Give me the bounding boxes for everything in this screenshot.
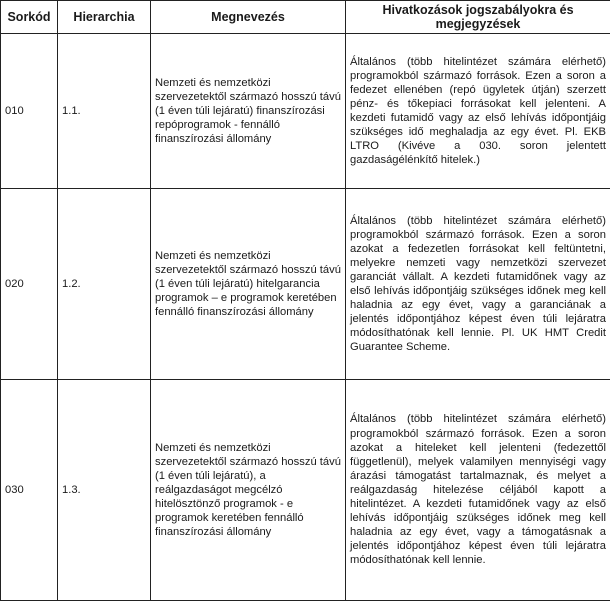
row-name: Nemzeti és nemzetközi szervezetektől származó hosszú távú (1 éven túli lejáratú) hitelgarancia programok – e programok keretében fennálló finanszírozási állomány <box>151 189 346 380</box>
row-note: Általános (több hitelintézet számára elérhető) programokból származó források. Ezen a soron azokat a hiteleket kell jelenteni (fedezettől függetlenül), melyek valamilyen mennyiségi vagy árazási támogatást tartalmaznak, és melyet a reálgazdaság hitelezése céljából kapott a hitelintézet. A kezdeti futamidőnek vagy az első lehívás időpontjáig szükséges időnek meg kell haladnia az egy évet, vagy a támogatásnak a jelentés időpontjához képest éven túli lejáratra módosíthatónak kell lennie. <box>346 380 610 601</box>
row-name: Nemzeti és nemzetközi szervezetektől származó hosszú távú (1 éven túli lejáratú), a reálgazdaságot megcélzó hitelösztönző programok - e programok keretében fennálló finanszírozási állomány <box>151 380 346 601</box>
header-hierarchy: Hierarchia <box>58 1 151 34</box>
row-code: 030 <box>1 380 58 601</box>
table-row <box>1 380 610 601</box>
row-hierarchy: 1.1. <box>58 34 151 189</box>
row-hierarchy: 1.2. <box>58 189 151 380</box>
table-header-row <box>1 1 610 34</box>
row-note: Általános (több hitelintézet számára elérhető) programokból származó források. Ezen a soron a fedezet ellenében (repó ügyletek útján) szerzett pénz- és tőkepiaci forrásokat kell jelenteni. A kezdeti futamidő vagy az első lehívás időpontjáig szükséges idő meghaladja az egy évet. Pl. EKB LTRO (Kivéve a 030. soron jelentett gazdaságélénkítő hitelek.) <box>346 34 610 189</box>
row-code: 020 <box>1 189 58 380</box>
header-notes: Hivatkozások jogszabályokra és megjegyzések <box>346 1 610 34</box>
table-row <box>1 189 610 380</box>
row-hierarchy: 1.3. <box>58 380 151 601</box>
header-code: Sorkód <box>1 1 58 34</box>
row-code: 010 <box>1 34 58 189</box>
row-name: Nemzeti és nemzetközi szervezetektől származó hosszú távú (1 éven túli lejáratú) finanszírozási repóprogramok - fennálló finanszírozási állomány <box>151 34 346 189</box>
row-note: Általános (több hitelintézet számára elérhető) programokból származó források. Ezen a soron azokat a fedezetlen forrásokat kell feltüntetni, melyekre nemzeti vagy nemzetközi szervezet garanciát vállalt. A kezdeti futamidőnek vagy az első lehívás időpontjáig szükséges időnek meg kell haladnia az egy évet, vagy a garanciának a jelentés időpontjához képest éven túli lejáratra módosíthatónak kell lennie. Pl. UK HMT Credit Guarantee Scheme. <box>346 189 610 380</box>
header-name: Megnevezés <box>151 1 346 34</box>
table-row <box>1 34 610 189</box>
